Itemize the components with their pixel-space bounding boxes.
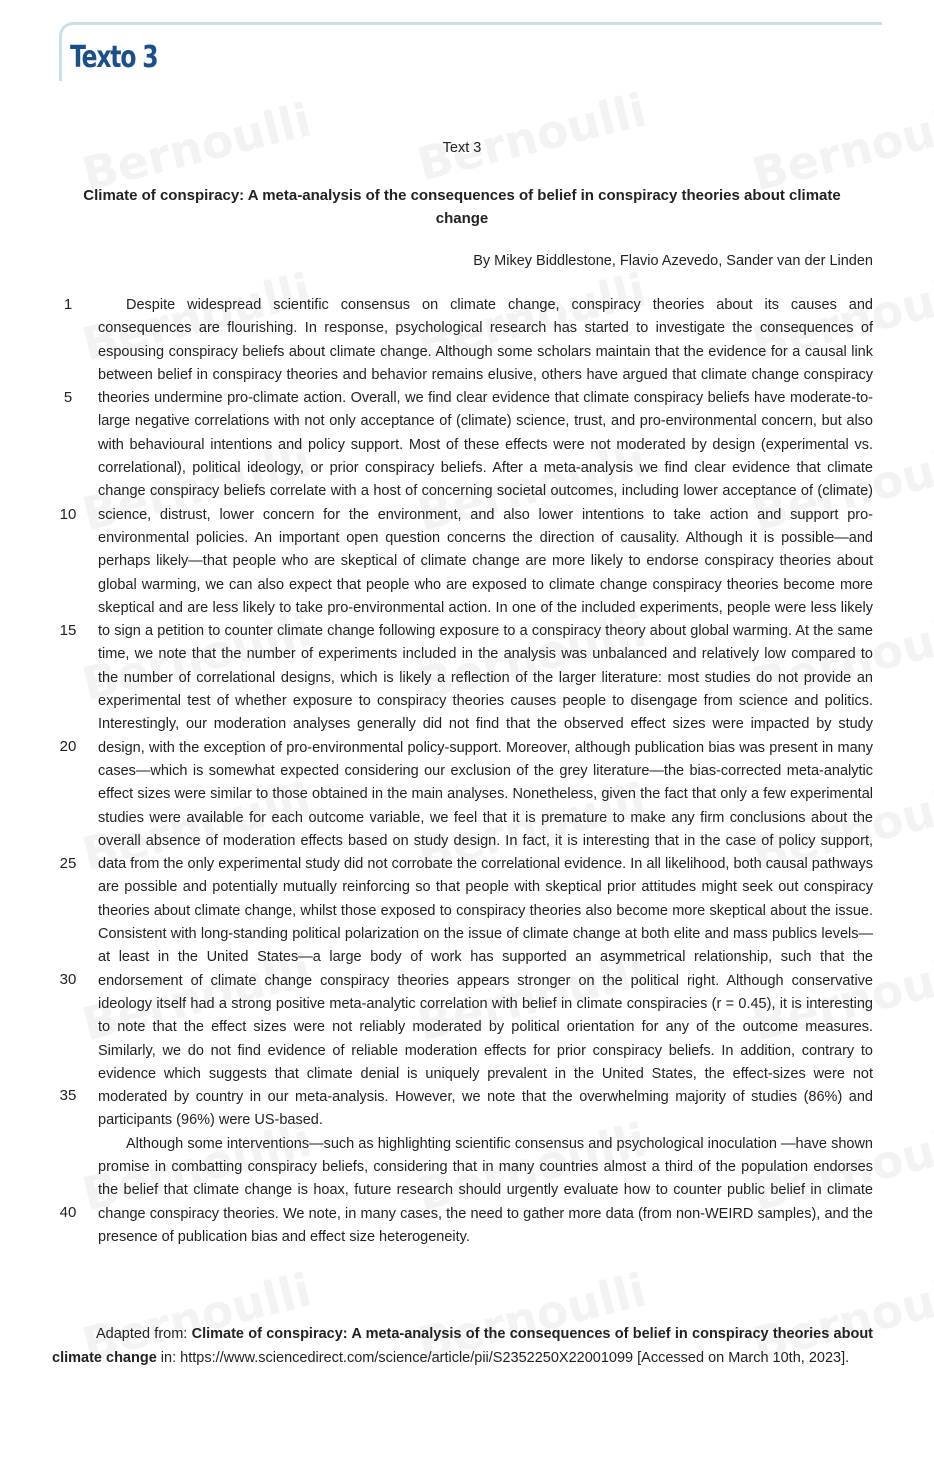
source-suffix: in: https://www.sciencedirect.com/science/article/pii/S2352250X22001099 [Accessed on March 10th, 2023]. [156,1349,850,1366]
source-title: Climate of conspiracy: A meta-analysis of the consequences of belief in conspiracy theories about climate change [52,1326,874,1366]
line-number: 30 [59,971,77,988]
line-number: 1 [63,296,73,313]
source-citation [52,1323,873,1370]
paragraph: Despite widespread scientific consensus on climate change, conspiracy theories about its causes and consequences are flourishing. In response, psychological research has started to investigate the consequences of espousing conspiracy beliefs about climate change. Although some scholars maintain that the evidence for a causal link between belief in conspiracy theories and behavior remains elusive, others have argued that climate change conspiracy theories undermine pro-climate action. Overall, we find clear evidence that climate conspiracy beliefs have moderate-to-large negative correlations with not only acceptance of (climate) science, trust, and pro-environmental concern, but also with behavioural intentions and policy support. Most of these effects were not moderated by design (experimental vs. correlational), political ideology, or prior conspiracy beliefs. After a meta-analysis we find clear evidence that climate change conspiracy beliefs correlate with a host of concerning societal outcomes, including lower acceptance of (climate) science, distrust, lower concern for the environment, and also lower intentions to take action and support pro-environmental policies. An important open question concerns the direction of causality. Although it is possible—and perhaps likely—that people who are skeptical of climate change are more likely to endorse conspiracy theories about global warming, we can also expect that people who are exposed to climate change conspiracy theories become more skeptical and are less likely to take pro-environmental action. In one of the included experiments, people were less likely to sign a petition to counter climate change following exposure to a conspiracy theory about global warming. At the same time, we note that the number of experiments included in the analysis was unbalanced and relatively low compared to the number of correlational designs, which is likely a reflection of the larger literature: most studies do not provide an experimental test of whether exposure to conspiracy theories causes people to disengage from science and politics. Interestingly, our moderation analyses generally did not find that the observed effect sizes were impacted by study design, with the exception of pro-environmental policy-support. Moreover, although publication bias was present in many cases—which is somewhat expected considering our exclusion of the grey literature—the bias-corrected meta-analytic effect sizes were similar to those obtained in the main analyses. Nonetheless, given the fact that only a few experimental studies were available for each outcome variable, we feel that it is premature to make any firm conclusions about the overall absence of moderation effects based on study design. In fact, it is interesting that in the case of policy support, data from the only experimental study did not corrobate the correlational evidence. In all likelihood, both causal pathways are possible and potentially mutually reinforcing so that people with skeptical prior attitudes might seek out conspiracy theories about climate change, whilst those exposed to conspiracy theories also become more skeptical about the issue. Consistent with long-standing political polarization on the issue of climate change at both elite and mass publics levels—at least in the United States—a large body of work has supported an asymmetrical relationship, such that the endorsement of climate change conspiracy theories appears stronger on the political right. Although conservative ideology itself had a strong positive meta-analytic correlation with belief in climate conspiracies (r = 0.45), it is interesting to note that the effect sizes were not reliably moderated by political orientation for any of the outcome measures. Similarly, we do not find evidence of reliable moderation effects for prior conspiracy beliefs. In addition, contrary to evidence which suggests that climate denial is uniquely prevalent in the United States, the effect-sizes were not moderated by country in our meta-analysis. However, we note that the overwhelming majority of studies (86%) and participants (96%) were US-based. [98,297,873,1129]
line-number: 10 [59,506,77,523]
article-authors: By Mikey Biddlestone, Flavio Azevedo, Sander van der Linden [473,253,873,269]
line-number: 40 [59,1204,77,1221]
text-label: Text 3 [442,140,482,156]
section-title: Texto 3 [70,40,158,75]
header-frame [59,22,882,81]
line-number: 15 [59,622,77,639]
line-number: 25 [59,855,77,872]
line-number: 20 [59,738,77,755]
line-number: 5 [63,389,73,406]
article-body [98,294,873,1249]
article-title: Climate of conspiracy: A meta-analysis of the consequences of belief in conspiracy theories about climate change [83,187,841,227]
paragraph: Although some interventions—such as highlighting scientific consensus and psychological inoculation —have shown promise in combatting conspiracy beliefs, considering that in many countries almost a third of the population endorses the belief that climate change is hoax, future research should urgently evaluate how to counter public belief in climate change conspiracy theories. We note, in many cases, the need to gather more data (from non-WEIRD samples), and the presence of publication bias and effect size heterogeneity. [98,1135,873,1245]
watermark [412,83,651,192]
line-number: 35 [59,1087,77,1104]
source-prefix: Adapted from: [96,1326,192,1342]
